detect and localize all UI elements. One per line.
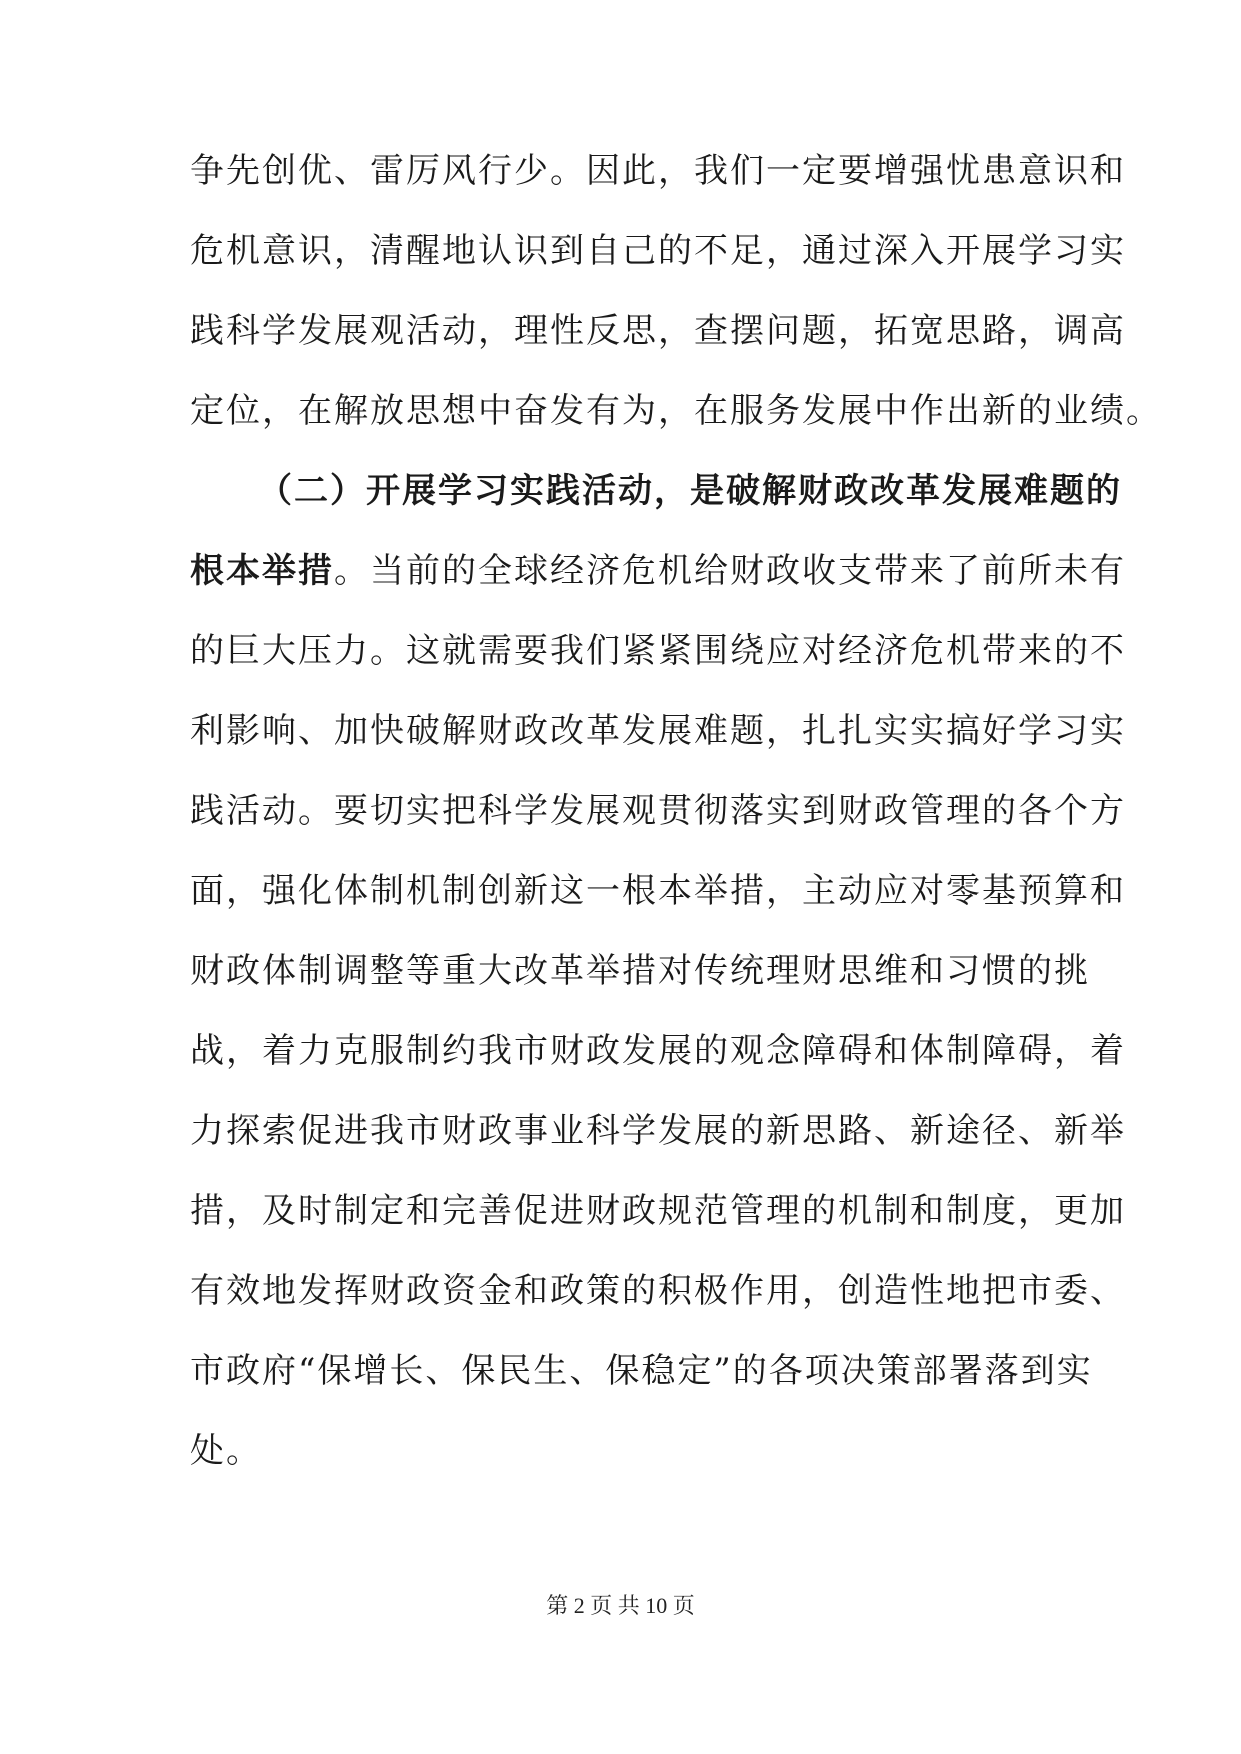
paragraph-line: 践活动。要切实把科学发展观贯彻落实到财政管理的各个方 <box>190 791 1126 831</box>
paragraph-line: 利影响、加快破解财政改革发展难题，扎扎实实搞好学习实 <box>190 711 1126 751</box>
paragraph-line: 危机意识，清醒地认识到自己的不足，通过深入开展学习实 <box>190 231 1126 271</box>
page-footer: 第 2 页 共 10 页 <box>546 1593 695 1618</box>
paragraph-line: 战，着力克服制约我市财政发展的观念障碍和体制障碍，着 <box>190 1031 1126 1071</box>
paragraph-line: 面，强化体制机制创新这一根本举措，主动应对零基预算和 <box>190 871 1126 911</box>
section-heading: （二）开展学习实践活动，是破解财政改革发展难题的 <box>258 471 1122 511</box>
paragraph-line: 力探索促进我市财政事业科学发展的新思路、新途径、新举 <box>190 1111 1126 1151</box>
paragraph-line: 市政府“保增长、保民生、保稳定”的各项决策部署落到实 <box>190 1351 1093 1391</box>
paragraph-line: 有效地发挥财政资金和政策的积极作用，创造性地把市委、 <box>190 1271 1126 1311</box>
paragraph-line: 的巨大压力。这就需要我们紧紧围绕应对经济危机带来的不 <box>190 631 1126 671</box>
paragraph-line: 定位，在解放思想中奋发有为，在服务发展中作出新的业绩。 <box>190 391 1162 431</box>
paragraph-line: 财政体制调整等重大改革举措对传统理财思维和习惯的挑 <box>190 951 1090 991</box>
paragraph-line: 措，及时制定和完善促进财政规范管理的机制和制度，更加 <box>190 1191 1126 1231</box>
paragraph-line: 处。 <box>190 1431 262 1471</box>
section-heading-continued: 根本举措 <box>190 551 334 591</box>
paragraph-line <box>190 531 1126 611</box>
paragraph-line: 践科学发展观活动，理性反思，查摆问题，拓宽思路，调高 <box>190 311 1126 351</box>
paragraph-line: 争先创优、雷厉风行少。因此，我们一定要增强忧患意识和 <box>190 151 1126 191</box>
paragraph-text: 。当前的全球经济危机给财政收支带来了前所未有 <box>334 551 1126 591</box>
